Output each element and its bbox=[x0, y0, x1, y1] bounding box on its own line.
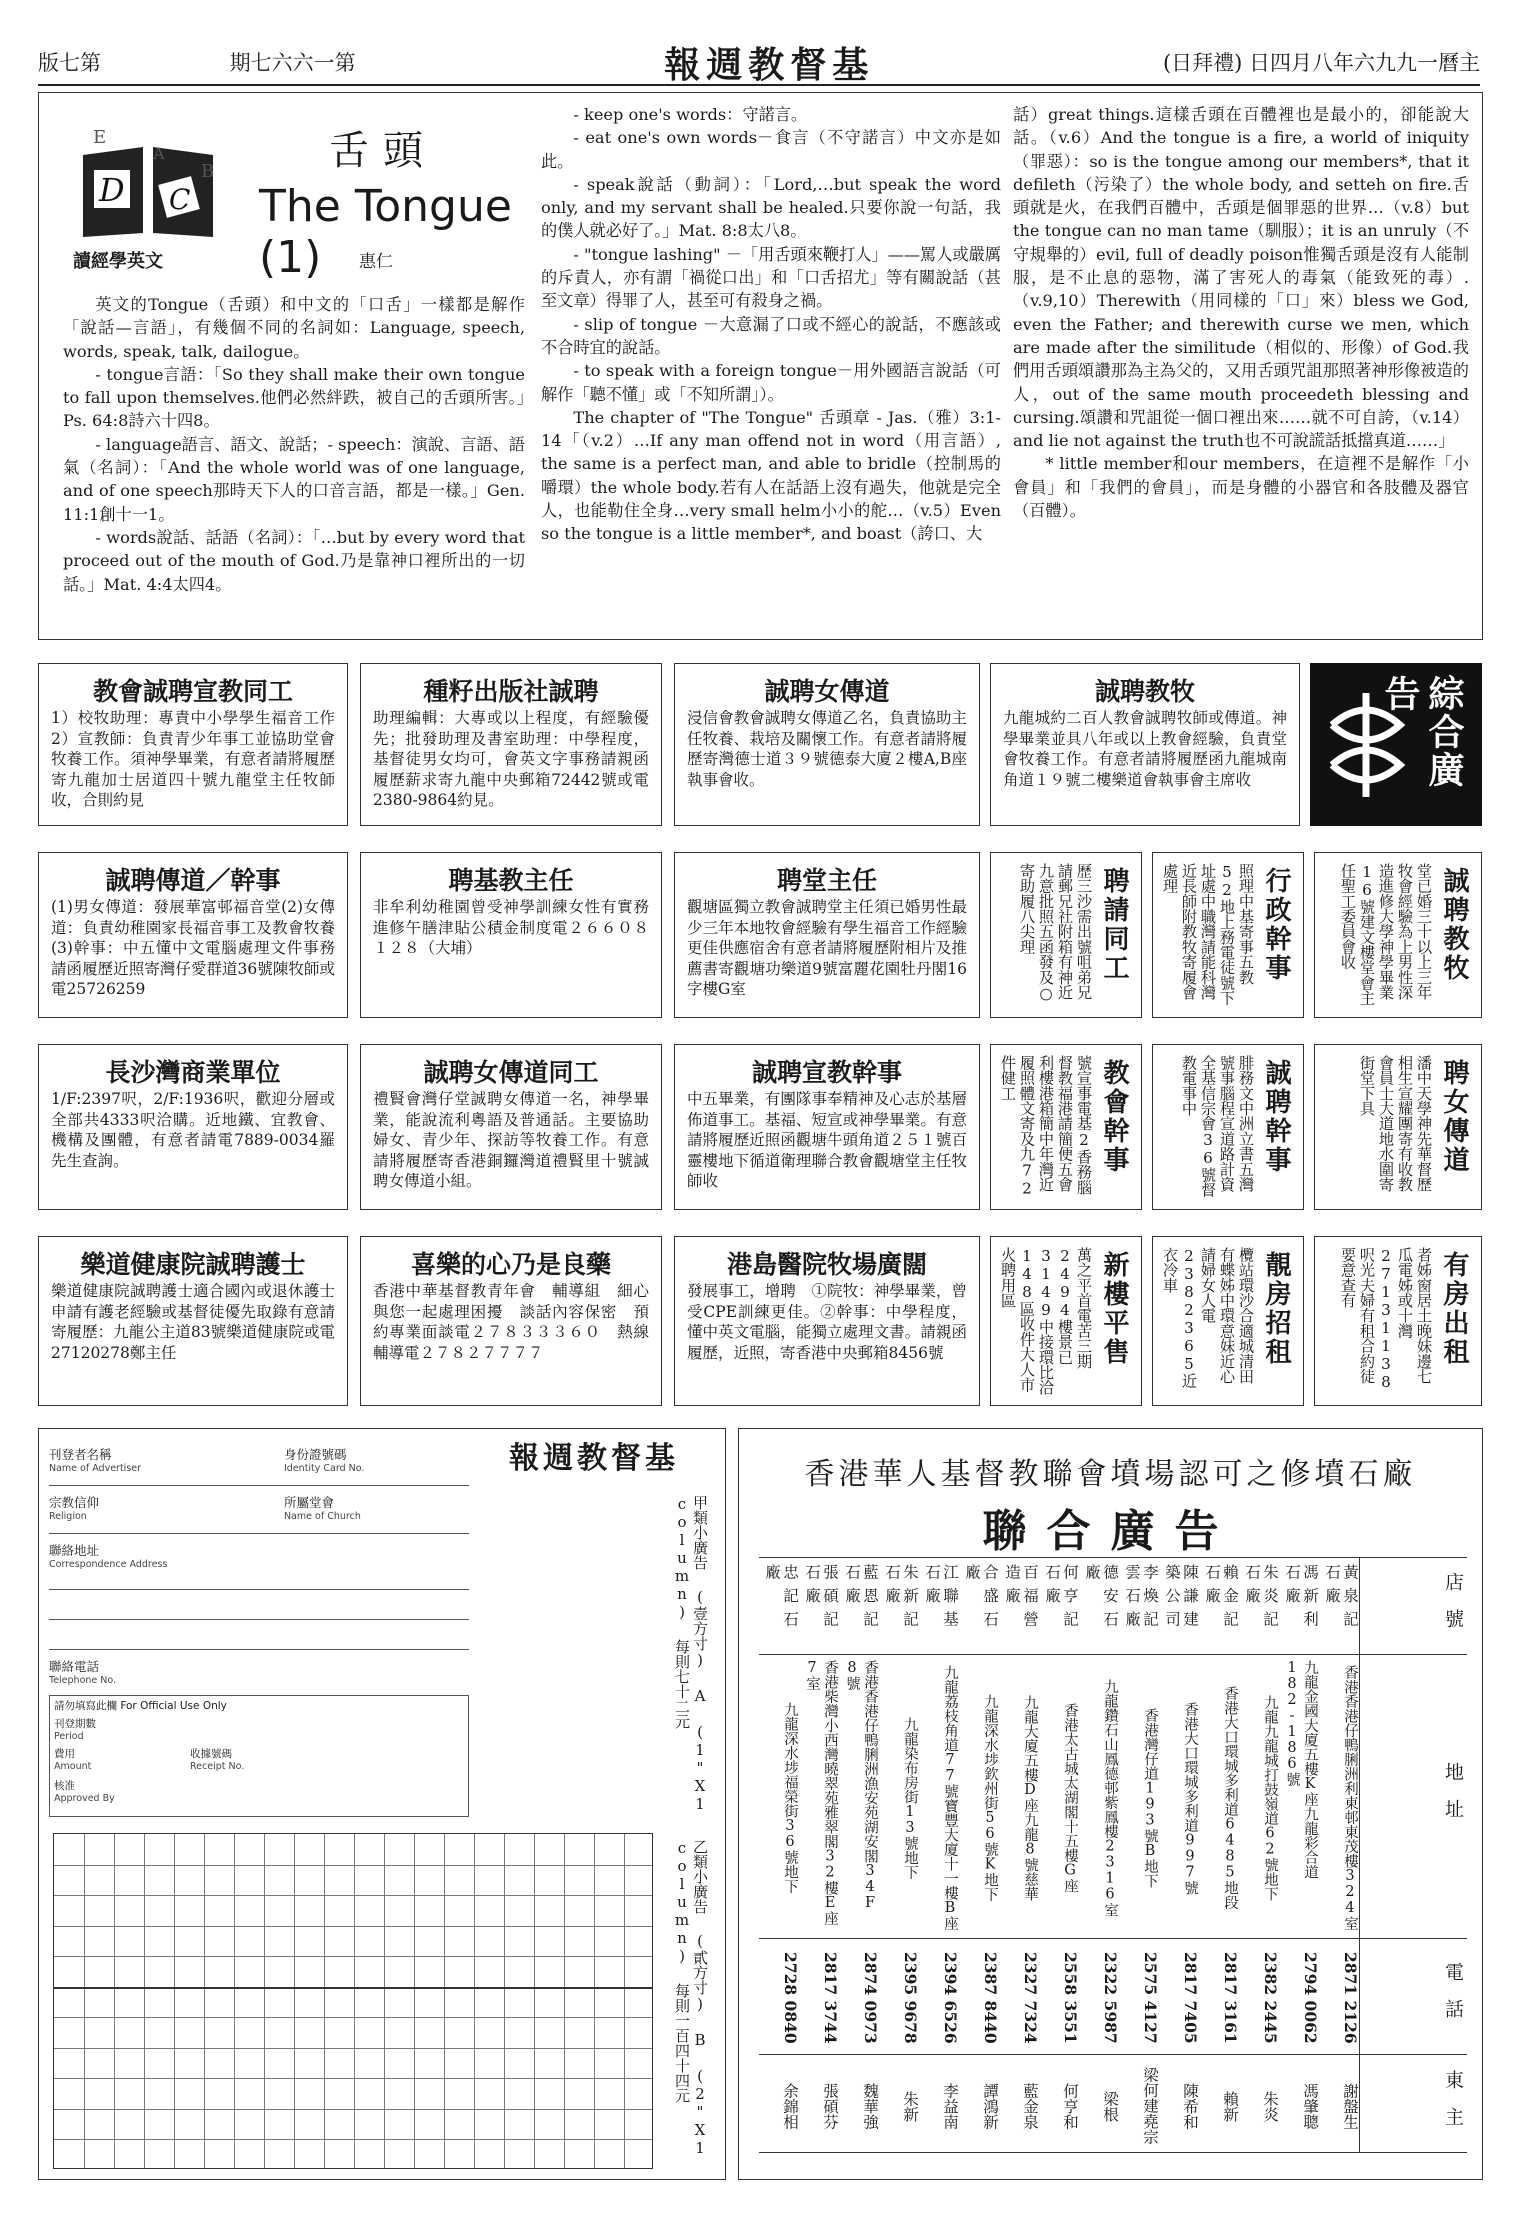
shop-name: 江聯基石廠 bbox=[923, 1564, 959, 1635]
article-paragraph: - words說話、話語（名詞）：「…but by every word that proceed out of the mouth of God.乃是靠神口裡所出的一切話。」Mat. 4:4太四4。 bbox=[63, 527, 525, 594]
table-row bbox=[1319, 1558, 1359, 2152]
ad-title: 港島醫院牧場廣闊 bbox=[726, 1250, 927, 1279]
shop-phone: 2322 5987 bbox=[1101, 1952, 1120, 2044]
ad-box bbox=[990, 852, 1142, 1018]
shop-owner: 謝盤生 bbox=[1341, 2082, 1359, 2130]
table-row bbox=[999, 1558, 1039, 2152]
official-use-label: 請勿填寫此欄 For Official Use Only bbox=[54, 1700, 227, 1712]
article-paragraph: - language語言、語文、說話；- speech：演說、言語、語氣（名詞）：「And the whole world was of one language, and of one speech那時天下人的口音言語，都是一樣。」Gen. 11:1創十一1。 bbox=[63, 434, 525, 524]
ad-box bbox=[1314, 852, 1482, 1018]
shop-owner: 何亨和 bbox=[1061, 2082, 1079, 2130]
ad-title: 聘女傳道 bbox=[1439, 1059, 1469, 1175]
ad-box bbox=[1152, 852, 1304, 1018]
table-row bbox=[879, 1558, 919, 2152]
shop-phone: 2874 0973 bbox=[861, 1952, 880, 2044]
ad-body: 禮賢會灣仔堂誠聘女傳道一名，神學畢業，能說流利粵語及普通話。主要協助婦女、青少年、探訪等牧養工作。有意請將履歷寄香港銅鑼灣道禮賢里十號誠聘女傳道小組。 bbox=[373, 1090, 649, 1190]
ad-box bbox=[1152, 1044, 1304, 1210]
shop-name: 忠記石廠 bbox=[763, 1564, 799, 1635]
article-paragraph: - slip of tongue －大意漏了口或不經心的說話，不應該或不合時宜的說話。 bbox=[541, 314, 1001, 357]
ad-body: 號宣事電基2香務腦督教福港請簡便五會利樓港箱簡中年灣近履照體文寄及九72件健工 bbox=[999, 1055, 1093, 1198]
ad-title: 喜樂的心乃是良藥 bbox=[410, 1250, 611, 1279]
shop-owner: 梁何建堯宗 bbox=[1141, 2067, 1159, 2145]
receipt-label: 收據號碼 Receipt No. bbox=[190, 1748, 245, 1772]
shop-phone: 2871 2126 bbox=[1341, 1952, 1360, 2044]
form-masthead: 報週教督基 bbox=[509, 1441, 679, 1476]
ad-body: 1）校牧助理：專責中小學學生福音工作2）宣教師：負責青少年事工並協助堂會牧養工作。須神學畢業，有意者請將履歷寄九龍加士居道四十號九龍堂主任牧師收，合則約見 bbox=[51, 709, 335, 809]
table-row bbox=[759, 1558, 799, 2152]
shop-address: 九龍深水埗福榮街36號地下 bbox=[782, 1702, 798, 1894]
shop-phone: 2817 3161 bbox=[1221, 1952, 1240, 2044]
shop-name: 黃泉記石廠 bbox=[1323, 1564, 1359, 1635]
shop-owner: 梁根 bbox=[1101, 2090, 1119, 2122]
shop-name: 馮新利石廠 bbox=[1283, 1564, 1319, 1635]
ad-body: 萬之平首電苦三期2494樓景已3149中接環比洽148區收件大人市火聘用區 bbox=[999, 1247, 1093, 1395]
shop-name: 藍恩記石廠 bbox=[843, 1564, 879, 1635]
ad-title: 誠聘宣教幹事 bbox=[751, 1058, 902, 1087]
ad-body: 非牟利幼稚園曾受神學訓練女性有實務進修午膳津貼公積金制度電２６６０８１２８（大埔） bbox=[373, 898, 649, 957]
shop-owner: 馮肇聰 bbox=[1301, 2082, 1319, 2130]
shop-phone: 2327 7324 bbox=[1021, 1952, 1040, 2044]
shop-address: 九龍大廈五樓D座九龍8號慈華 bbox=[1022, 1695, 1038, 1901]
ad-body: 1/F:2397呎，2/F:1936呎，歡迎分層或全部共4333呎洽購。近地鐵、宜教會、機構及團體，有意者請電7889-0034羅先生查詢。 bbox=[51, 1090, 335, 1170]
ad-box bbox=[1152, 1236, 1304, 1406]
ad-body: 樂道健康院誠聘護士適合國內或退休護士申請有護老經驗或基督徒優先取錄有意請寄履歷：九龍公主道83號樂道健康院或電27120278鄭主任 bbox=[51, 1282, 335, 1362]
shop-phone: 2817 7405 bbox=[1181, 1952, 1200, 2044]
shop-phone: 2575 4127 bbox=[1141, 1952, 1160, 2044]
article-paragraph: * little member和our members，在這裡不是解作「小會員」和「我們的會員」，而是身體的小器官和各肢體及器官（百體）。 bbox=[1013, 454, 1469, 521]
ad-title: 誠聘女傳道 bbox=[764, 677, 890, 706]
shop-phone: 2728 0840 bbox=[781, 1952, 800, 2044]
ad-body: (1)男女傳道：發展華富邨福音堂(2)女傳道：負責幼稚園家長福音事工及教會牧養(3)幹事：中五懂中文電腦處理文件事務請函履歷近照寄灣仔愛群道36號陳牧師或電25726259 bbox=[51, 898, 335, 998]
ad-box bbox=[674, 1236, 980, 1406]
shop-name: 百福營造廠 bbox=[1003, 1564, 1039, 1635]
ad-title: 誠聘幹事 bbox=[1261, 1059, 1291, 1175]
ad-body: 歷三沙需出號咀弟兄請郵兄社附箱有神近九意批照五函發及○寄助履八尖理 bbox=[1018, 863, 1093, 1003]
ad-body: 中五畢業，有團隊事奉精神及心志於基層佈道事工。基福、短宣或神學畢業。有意請將履歷近照函觀塘牛頭角道２５１號百靈樓地下循道衛理聯合教會觀塘堂主任牧師收 bbox=[687, 1090, 967, 1190]
ad-body: 香港中華基督教青年會 輔導組 細心與您一起處理困擾 談話內容保密 預約專業面談電２７８３３３６０ 熱線輔導電２７８２７７７７ bbox=[373, 1282, 649, 1362]
ad-body: 浸信會教會誠聘女傳道乙名，負責協助主任牧養、栽培及關懷工作。有意者請將履歷寄灣德士道３９號德泰大廈２樓A,B座執事會收。 bbox=[687, 709, 967, 789]
ad-title: 種籽出版社誠聘 bbox=[423, 677, 599, 706]
shop-address: 香港太古城太湖閣十五樓G座 bbox=[1062, 1703, 1078, 1893]
telephone-label: 聯絡電話 Telephone No. bbox=[49, 1659, 117, 1686]
ad-box bbox=[360, 1236, 662, 1406]
amount-label: 費用 Amount bbox=[54, 1748, 92, 1772]
ad-title: 教會幹事 bbox=[1099, 1059, 1129, 1175]
ad-box bbox=[38, 1044, 348, 1210]
table-row bbox=[1079, 1558, 1119, 2152]
series-name: 讀經學英文 bbox=[73, 251, 163, 272]
shop-address: 香港香港仔鴨脷洲利東邨東茂樓324室 bbox=[1342, 1665, 1358, 1931]
shop-address: 九龍染布房街13號地下 bbox=[902, 1716, 918, 1880]
shop-owner: 朱炎 bbox=[1261, 2090, 1279, 2122]
ad-box bbox=[38, 663, 348, 826]
ad-box bbox=[674, 852, 980, 1018]
page-header bbox=[38, 40, 1480, 86]
ad-body: 堂已婚三十以上三年牧會經驗為上男性深造進修大學神學畢業16號建文樓堂會主任聖工委員會收 bbox=[1339, 863, 1433, 1006]
ad-box bbox=[674, 663, 980, 826]
address-label: 聯絡地址 Correspondence Address bbox=[49, 1543, 168, 1570]
article-title-block bbox=[59, 101, 534, 283]
shop-owner: 李益南 bbox=[941, 2082, 959, 2130]
article-column-1 bbox=[63, 293, 525, 633]
ad-title: 樂道健康院誠聘護士 bbox=[80, 1250, 306, 1279]
table-header-column bbox=[1359, 1558, 1467, 2152]
shop-owner: 朱新 bbox=[901, 2090, 919, 2122]
ad-box bbox=[990, 1044, 1142, 1210]
ad-title: 誠聘女傳道同工 bbox=[423, 1058, 599, 1087]
issue-number: 期七六六一第 bbox=[229, 51, 356, 75]
table-row bbox=[1119, 1558, 1159, 2152]
article-paragraph: 話）great things.這樣舌頭在百體裡也是最小的，卻能說大話。（v.6）And the tongue is a fire, a world of iniquity（罪惡）：so is the tongue among our members*, that it defileth（污染了）the whole body, and setteh on fire.舌頭就是火，在我們百體中，舌頭是個罪惡的世界…（v.8）but the tongue can no man tame（馴服）；it is an unruly（不守規舉的）evil, full of deadly poison惟獨舌頭是沒有人能制服，是不止息的惡物，滿了害死人的毒氣（能致死的毒）.（v.9,10）Therewith（用同樣的「口」來）bless we God, even the Father; and therewith curse we men, which are made after the similitude（相似的、形像）of God.我們用舌頭頌讚那為主為父的，又用舌頭咒詛那照著神形像被造的人，out of the same mouth proceedeth blessing and cursing.頌讚和咒詛從一個口裡出來……就不可自誇，（v.14）and lie not against the truth也不可說謊話抵擋真道……」 bbox=[1013, 105, 1469, 451]
ad-title: 誠聘傳道／幹事 bbox=[105, 866, 281, 895]
ad-body: 觀塘區獨立教會誠聘堂主任須已婚男性最少三年本地牧會經驗有學生福音工作經驗更佳供應宿舍有意者請將履歷附相片及推薦書寄觀塘功樂道9號富麗花園牡丹閣16字樓G室 bbox=[687, 898, 967, 998]
article-paragraph: 英文的Tongue（舌頭）和中文的「口舌」一樣都是解作「說話—言語」，有幾個不同的名詞如：Language, speech, words, speak, talk, dailogue。 bbox=[63, 295, 525, 361]
shop-address: 九龍金國大廈五樓K座九龍彩合道182-186號 bbox=[1284, 1660, 1318, 1879]
masthead: 報週教督基 bbox=[664, 43, 875, 86]
ad-body: 九龍城約二百人教會誠聘牧師或傳道。神學畢業並具八年或以上教會經驗，負責堂會牧養工作。有意者請將履歷函九龍城南角道１９號二樓樂道會執事會主席收 bbox=[1003, 709, 1287, 789]
date-line: (日拜禮) 日四月八年六九九一曆主 bbox=[1162, 51, 1480, 75]
shop-phone: 2394 6526 bbox=[941, 1952, 960, 2044]
table-row bbox=[919, 1558, 959, 2152]
table-row bbox=[1039, 1558, 1079, 2152]
shop-owner: 魏華強 bbox=[861, 2082, 879, 2130]
table-header: 地址 bbox=[1442, 1762, 1464, 1836]
directory-title: 香港華人基督教聯會墳場認可之修墳石廠 bbox=[804, 1457, 1417, 1492]
ad-body: 者姊窗居土晚妹邊七瓜電姊或十灣27131138呎光夫婦有租合約徒要意查有 bbox=[1339, 1247, 1433, 1391]
feature-article bbox=[38, 92, 1483, 640]
ad-box bbox=[360, 1044, 662, 1210]
ad-body: 欖站環沙合適城清田有蝶姊中環意妹近心請婦女人電2382365近衣冷車 bbox=[1161, 1247, 1255, 1389]
ad-order-form bbox=[38, 1428, 726, 2180]
book-logo-icon bbox=[73, 125, 225, 243]
ad-box bbox=[38, 852, 348, 1018]
character-grid[interactable] bbox=[53, 1833, 653, 2169]
ad-box bbox=[360, 852, 662, 1018]
ad-body: 助理編輯：大專或以上程度，有經驗優先；批發助理及書室助理：中學程度，基督徒男女均可，會英文字事務請親函履歷薪求寄九龍中央郵箱72442號或電2380-9864約見。 bbox=[373, 709, 649, 809]
ad-body: 腓務文中洲立書五灣號事腦程宣道路計資全基信宗會36號督教電事中 bbox=[1180, 1055, 1255, 1198]
shop-owner: 余錦相 bbox=[781, 2082, 799, 2130]
ad-title: 聘堂主任 bbox=[776, 866, 877, 895]
article-paragraph: - "tongue lashing" －「用舌頭來鞭打人」——罵人或嚴厲的斥責人，亦有謂「禍從口出」和「口舌招尤」等有關說話（甚至文章）得罪了人，甚至可有殺身之禍。 bbox=[541, 244, 1001, 311]
article-paragraph: - tongue言語：「So they shall make their own tongue to fall upon themselves.他們必然絆跌，被自己的舌頭所害。」Ps. 64:8詩六十四8。 bbox=[63, 364, 525, 431]
logo-letter-b: B bbox=[201, 161, 215, 182]
table-row bbox=[1199, 1558, 1239, 2152]
article-title-en: The Tongue (1) bbox=[259, 181, 512, 283]
ad-body: 潘中天學神先華督歷相生宣耀團寄有收教會員士大道地水圍寄街堂下具 bbox=[1358, 1055, 1433, 1192]
shop-address: 九龍荔枝角道77號寶豐大廈十一樓B座 bbox=[942, 1665, 958, 1931]
shop-address: 九龍鑽石山鳳德邨紫鳳樓2316室 bbox=[1102, 1679, 1118, 1917]
table-header: 東主 bbox=[1442, 2070, 1464, 2144]
table-header: 店號 bbox=[1442, 1572, 1464, 1646]
article-column-3 bbox=[1013, 103, 1469, 633]
table-row bbox=[799, 1558, 839, 2152]
ad-title: 教會誠聘宣教同工 bbox=[92, 677, 293, 706]
shop-phone: 2382 2445 bbox=[1261, 1952, 1280, 2044]
article-paragraph: - eat one's own words－食言（不守諾言）中文亦是如此。 bbox=[541, 128, 1001, 171]
directory-table bbox=[759, 1557, 1467, 2153]
ad-title: 有房出租 bbox=[1439, 1251, 1469, 1367]
article-paragraph: The chapter of "The Tongue" 舌頭章 - Jas.（雅）3:1-14「（v.2）…If any man offend not in word（用言語）, the same is a perfect man, and able to bridle（控制馬的嚼環）the whole body.若有人在話語上沒有過失，他就是完全人，也能勒住全身…very small helm小小的舵…（v.5）Even so the tongue is a little member*, and boast（誇口、大 bbox=[541, 407, 1001, 544]
ad-box bbox=[674, 1044, 980, 1210]
shop-name: 德安石廠 bbox=[1083, 1564, 1119, 1635]
ad-title: 誠聘教牧 bbox=[1439, 867, 1469, 983]
ad-box bbox=[990, 663, 1300, 826]
shop-address: 九龍深水埗欽州街56號K地下 bbox=[982, 1694, 998, 1902]
shop-name: 合盛石廠 bbox=[963, 1564, 999, 1635]
table-row bbox=[1239, 1558, 1279, 2152]
article-paragraph: - to speak with a foreign tongue－用外國語言說話（可解作「聽不懂」或「不知所謂」）。 bbox=[541, 361, 1001, 404]
author-name: 惠仁 bbox=[359, 252, 393, 272]
shop-name: 何亨記石廠 bbox=[1043, 1564, 1079, 1635]
table-row bbox=[839, 1558, 879, 2152]
shop-address: 香港大口環城多利道997號 bbox=[1182, 1701, 1198, 1895]
article-paragraph: - keep one's words：守諾言。 bbox=[573, 105, 808, 124]
table-row bbox=[1279, 1558, 1319, 2152]
official-use-box bbox=[49, 1695, 469, 1817]
ad-box bbox=[1314, 1236, 1482, 1406]
type-a-price: 甲類小廣告 (壹方寸) A (1"X1 column) 每則七十二元 bbox=[673, 1495, 709, 1813]
ad-title: 長沙灣商業單位 bbox=[105, 1058, 281, 1087]
ad-title: 聘請同工 bbox=[1099, 867, 1129, 983]
article-title-cn: 舌頭 bbox=[329, 128, 437, 174]
article-paragraph: - speak說話（動詞）：「Lord,…but speak the word only, and my servant shall be healed.只要你說一句話，我的僕人就必好了。」Mat. 8:8太八8。 bbox=[541, 174, 1001, 241]
shop-owner: 譚鴻新 bbox=[981, 2082, 999, 2130]
classified-logo bbox=[1310, 663, 1482, 826]
shop-name: 朱炎記石廠 bbox=[1243, 1564, 1279, 1635]
ad-title: 新樓平售 bbox=[1099, 1251, 1129, 1367]
shop-phone: 2395 9678 bbox=[901, 1952, 920, 2044]
shop-name: 張碩記石廠 bbox=[803, 1564, 839, 1635]
cemetery-mason-directory bbox=[738, 1428, 1483, 2180]
shop-phone: 2558 3551 bbox=[1061, 1952, 1080, 2044]
shop-name: 陳謙建築公司 bbox=[1163, 1564, 1199, 1635]
logo-letter-a: A bbox=[153, 144, 165, 163]
shop-owner: 賴新 bbox=[1221, 2090, 1239, 2122]
ad-box bbox=[38, 1236, 348, 1406]
period-label: 刊登期數 Period bbox=[54, 1718, 96, 1742]
table-header: 電話 bbox=[1442, 1962, 1464, 2036]
article-column-2 bbox=[541, 103, 1001, 633]
ad-box bbox=[1314, 1044, 1482, 1210]
ad-title: 聘基教主任 bbox=[448, 866, 574, 895]
ad-title: 靚房招租 bbox=[1261, 1251, 1291, 1367]
shop-owner: 張碩芬 bbox=[821, 2082, 839, 2130]
shop-address: 九龍九龍城打鼓嶺道62號地下 bbox=[1262, 1695, 1278, 1901]
ad-box bbox=[360, 663, 662, 826]
shop-phone: 2817 3744 bbox=[821, 1952, 840, 2044]
approved-label: 核准 Approved By bbox=[54, 1780, 115, 1804]
religion-label: 宗教信仰 Religion bbox=[49, 1495, 100, 1522]
type-b-price: 乙類小廣告 (貳方寸) B (2"X1 column) 每則一百四十四元 bbox=[673, 1839, 709, 2157]
logo-letter-e: E bbox=[93, 127, 107, 148]
shop-name: 朱新記石廠 bbox=[883, 1564, 919, 1635]
id-card-label: 身份證號碼 Identity Card No. bbox=[284, 1447, 365, 1474]
directory-subtitle: 聯合廣告 bbox=[982, 1506, 1239, 1557]
ad-body: 照理中基寄事五教52地上務電徒號下址處中職灣請能科灣近長師附教牧寄履會處理 bbox=[1161, 863, 1255, 1006]
advertiser-label: 刊登者名稱 Name of Advertiser bbox=[49, 1447, 142, 1474]
classified-logo-text: 綜合廣告 bbox=[1379, 675, 1465, 789]
shop-address: 香港柴灣小西灣曉翠苑雅翠閣32樓E座7室 bbox=[804, 1660, 838, 1926]
table-row bbox=[1159, 1558, 1199, 2152]
church-label: 所屬堂會 Name of Church bbox=[284, 1495, 361, 1522]
logo-letter-c: C bbox=[169, 183, 191, 216]
ad-box bbox=[990, 1236, 1142, 1406]
table-row bbox=[959, 1558, 999, 2152]
shop-name: 李煥記雲石廠 bbox=[1123, 1564, 1159, 1635]
shop-phone: 2794 0062 bbox=[1301, 1952, 1320, 2044]
shop-owner: 藍金泉 bbox=[1021, 2082, 1039, 2130]
shop-address: 香港大口環城多利道6485地段 bbox=[1222, 1686, 1238, 1910]
shop-name: 賴金記石廠 bbox=[1203, 1564, 1239, 1635]
ad-title: 誠聘教牧 bbox=[1094, 677, 1195, 706]
page-number: 版七第 bbox=[38, 51, 101, 75]
ad-body: 發展事工，增聘 ①院牧：神學畢業，曾受CPE訓練更佳。②幹事：中學程度，懂中英文電腦，能獨立處理文書。請親函履歷，近照，寄香港中央郵箱8456號 bbox=[687, 1282, 967, 1362]
shop-address: 香港香港仔鴨脷洲漁安苑湖安閣34F 8號 bbox=[844, 1660, 878, 1911]
logo-letter-d: D bbox=[99, 171, 125, 209]
shop-address: 香港灣仔道193號B地下 bbox=[1142, 1708, 1158, 1888]
shop-phone: 2387 8440 bbox=[981, 1952, 1000, 2044]
ad-title: 行政幹事 bbox=[1261, 867, 1291, 983]
shop-owner: 陳希和 bbox=[1181, 2082, 1199, 2130]
